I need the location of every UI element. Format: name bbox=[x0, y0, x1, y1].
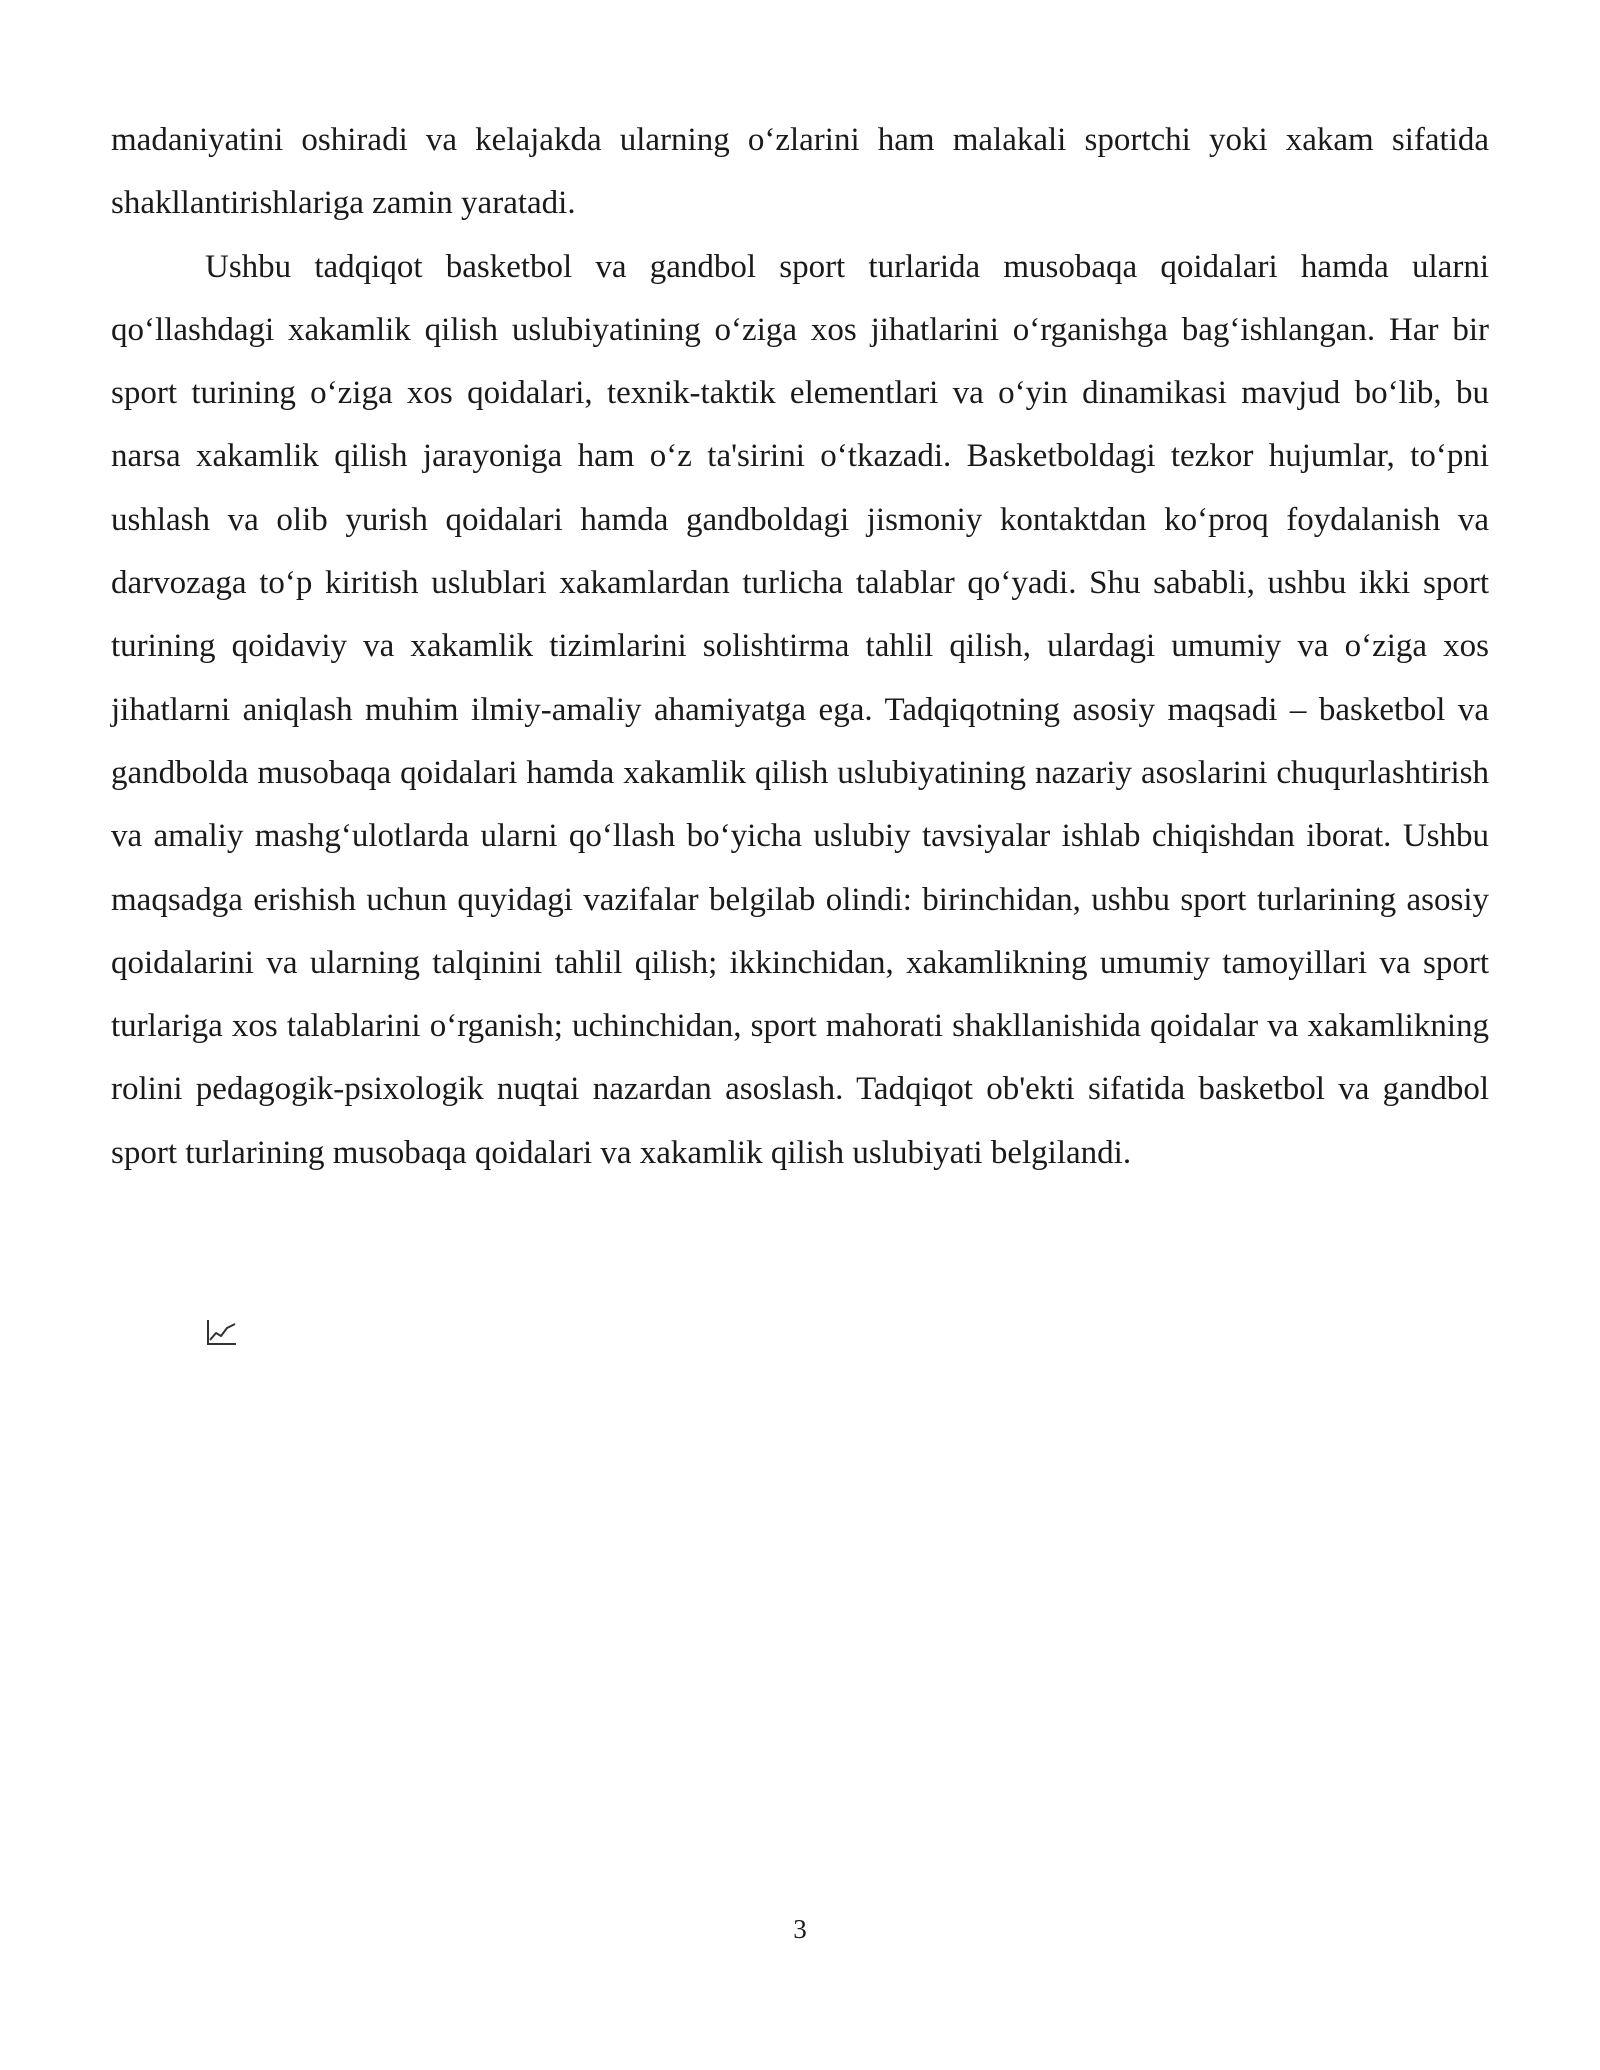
paragraph-continuation: madaniyatini oshiradi va kelajakda ularning o‘zlarini ham malakali sportchi yoki xakam sifatida shakllantirishlariga zamin yaratadi. bbox=[111, 122, 1489, 222]
page-number: 3 bbox=[793, 1914, 807, 1944]
body-text bbox=[111, 109, 1489, 1185]
paragraph-research-purpose: Ushbu tadqiqot basketbol va gandbol sport turlarida musobaqa qoidalari hamda ularni qo‘llashdagi xakamlik qilish uslubiyatining o‘ziga xos jihatlarini o‘rganishga bag‘ishlangan. Har bir sport turining o‘ziga xos qoidalari, texnik-taktik elementlari va o‘yin dinamikasi mavjud bo‘lib, bu narsa xakamlik qilish jarayoniga ham o‘z ta'sirini o‘tkazadi. Basketboldagi tezkor hujumlar, to‘pni ushlash va olib yurish qoidalari hamda gandboldagi jismoniy kontaktdan ko‘proq foydalanish va darvozaga to‘p kiritish uslublari xakamlardan turlicha talablar qo‘yadi. Shu sababli, ushbu ikki sport turining qoidaviy va xakamlik tizimlarini solishtirma tahlil qilish, ulardagi umumiy va o‘ziga xos jihatlarni aniqlash muhim ilmiy-amaliy ahamiyatga ega. Tadqiqotning asosiy maqsadi – basketbol va gandbolda musobaqa qoidalari hamda xakamlik qilish uslubiyatining nazariy asoslarini chuqurlashtirish va amaliy mashg‘ulotlarda ularni qo‘llash bo‘yicha uslubiy tavsiyalar ishlab chiqishdan iborat. Ushbu maqsadga erishish uchun quyidagi vazifalar belgilab olindi: birinchidan, ushbu sport turlarining asosiy qoidalarini va ularning talqinini tahlil qilish; ikkinchidan, xakamlikning umumiy tamoyillari va sport turlariga xos talablarini o‘rganish; uchinchidan, sport mahorati shakllanishida qoidalar va xakamlikning rolini pedagogik-psixologik nuqtai nazardan asoslash. Tadqiqot ob'ekti sifatida basketbol va gandbol sport turlarining musobaqa qoidalari va xakamlik qilish uslubiyati belgilandi. bbox=[111, 248, 1489, 1171]
chart-line-icon bbox=[206, 1318, 238, 1346]
